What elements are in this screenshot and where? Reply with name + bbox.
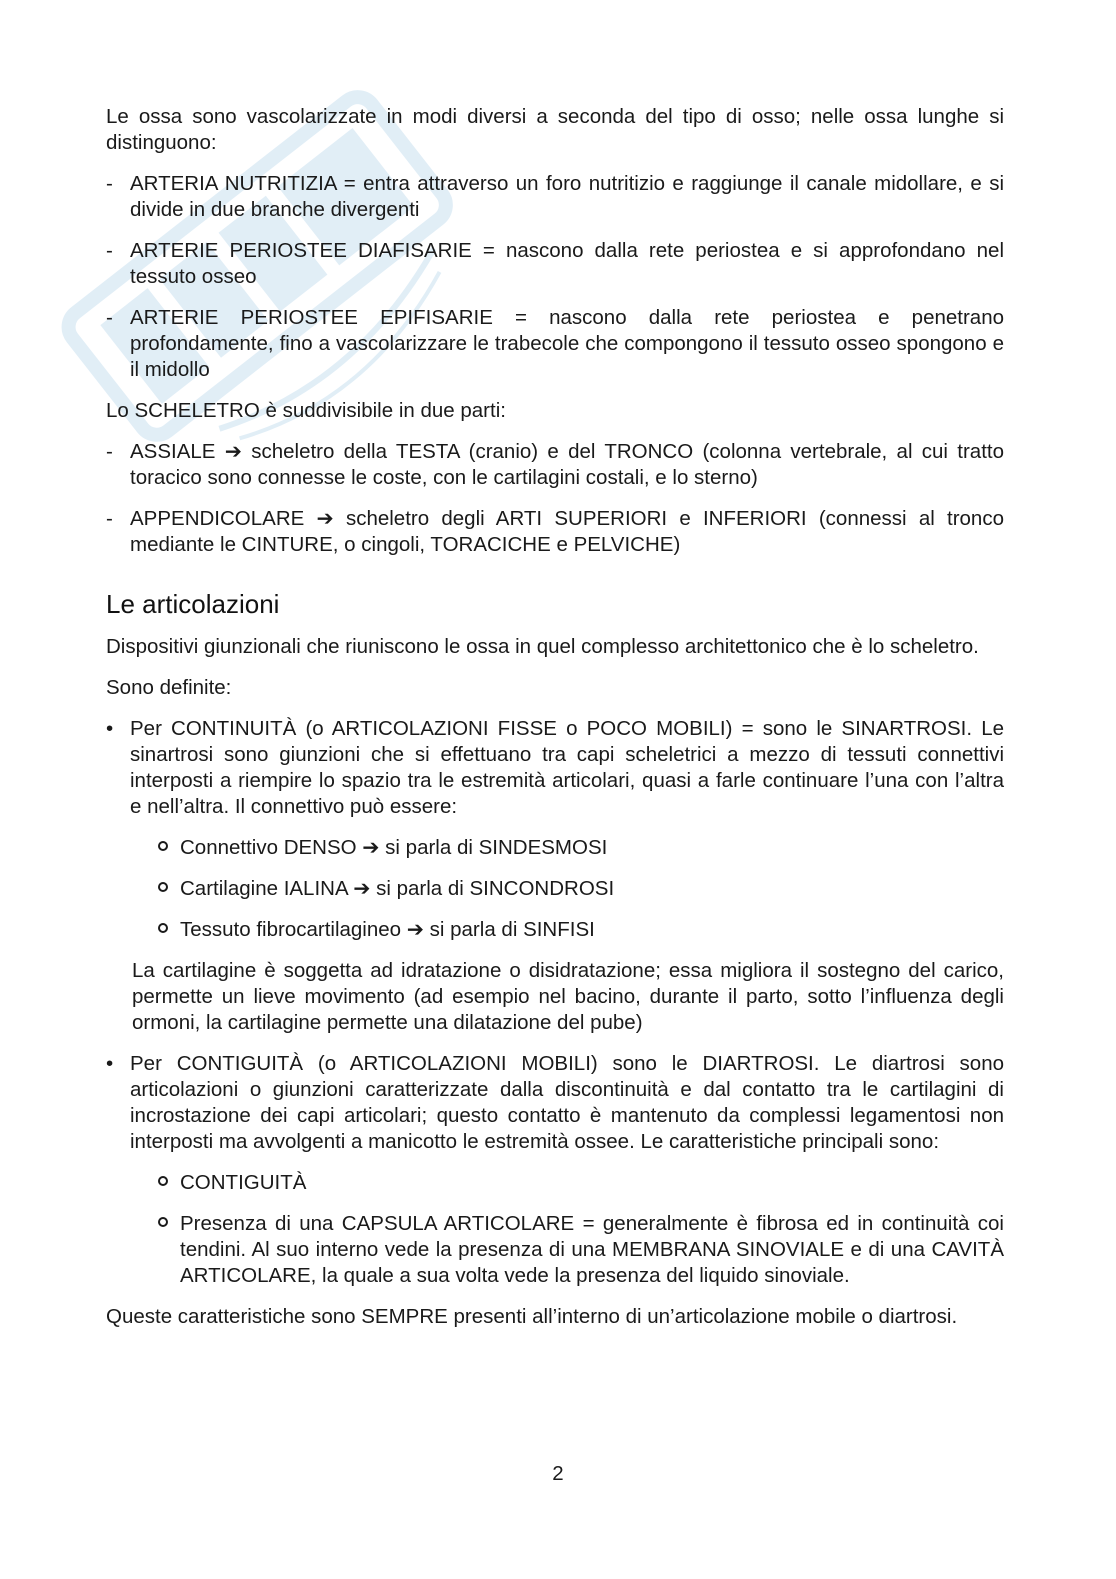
bullet-marker: • bbox=[106, 1052, 114, 1075]
contiguity-item bbox=[106, 1051, 1004, 1155]
dash-marker: - bbox=[106, 507, 113, 530]
artery-item-epifisarie bbox=[106, 305, 1004, 383]
section-title: Le articolazioni bbox=[106, 589, 280, 619]
artery-item-diafisarie bbox=[106, 238, 1004, 290]
artery-text: ARTERIA NUTRITIZIA = entra attraverso un foro nutritizio e raggiunge il canale midollare, e si divide in due branche divergenti bbox=[130, 172, 1004, 221]
skeleton-intro: Lo SCHELETRO è suddivisibile in due parti: bbox=[106, 399, 506, 422]
dash-marker: - bbox=[106, 172, 113, 195]
continuity-item bbox=[106, 716, 1004, 820]
contiguity-subitem bbox=[106, 1211, 1004, 1289]
artery-text: ARTERIE PERIOSTEE EPIFISARIE = nascono dalla rete periostea e penetrano profondamente, fino a vascolarizzare le trabecole che compongono il tessuto osseo spongono e il midollo bbox=[130, 306, 1004, 381]
defined-label: Sono definite: bbox=[106, 676, 232, 699]
closing-paragraph: Queste caratteristiche sono SEMPRE presenti all’interno di un’articolazione mobile o diartrosi. bbox=[106, 1305, 958, 1328]
dash-marker: - bbox=[106, 239, 113, 262]
artery-item-nutritizia bbox=[106, 171, 1004, 223]
subitem-text: Cartilagine IALINA ➔ si parla di SINCONDROSI bbox=[180, 877, 615, 900]
document-page bbox=[106, 104, 1004, 1345]
intro-paragraph: Le ossa sono vascolarizzate in modi diversi a seconda del tipo di osso; nelle ossa lunghe si distinguono: bbox=[106, 105, 1004, 154]
circle-bullet-icon bbox=[158, 882, 168, 892]
subitem-text: Presenza di una CAPSULA ARTICOLARE = generalmente è fibrosa ed in continuità coi tendini. Al suo interno vede la presenza di una MEMBRANA SINOVIALE e di una CAVITÀ ARTICOLARE, la quale a sua volta vede la presenza del liquido sinoviale. bbox=[180, 1212, 1004, 1287]
skeleton-text: APPENDICOLARE ➔ scheletro degli ARTI SUPERIORI e INFERIORI (connessi al tronco mediante le CINTURE, o cingoli, TORACICHE e PELVICHE) bbox=[130, 507, 1004, 556]
page-number: 2 bbox=[552, 1462, 564, 1485]
continuity-text: Per CONTINUITÀ (o ARTICOLAZIONI FISSE o POCO MOBILI) = sono le SINARTROSI. Le sinartrosi sono giunzioni che si effettuano tra capi scheletrici a mezzo di tessuti connettivi interposti a riempire lo spazio tra le estremità articolari, quasi a farle continuare l’una con l’altra e nell’altra. Il connettivo può essere: bbox=[130, 717, 1004, 818]
circle-bullet-icon bbox=[158, 841, 168, 851]
bullet-marker: • bbox=[106, 717, 114, 740]
skeleton-item-appendicolare bbox=[106, 506, 1004, 558]
continuity-subitem bbox=[106, 876, 1004, 902]
cartilage-note: La cartilagine è soggetta ad idratazione o disidratazione; essa migliora il sostegno del carico, permette un lieve movimento (ad esempio nel bacino, durante il parto, sotto l’influenza degli ormoni, la cartilagine permette una dilatazione del pube) bbox=[132, 959, 1004, 1034]
continuity-subitem bbox=[106, 917, 1004, 943]
dash-marker: - bbox=[106, 440, 113, 463]
subitem-text: Connettivo DENSO ➔ si parla di SINDESMOSI bbox=[180, 836, 608, 859]
definition-paragraph: Dispositivi giunzionali che riuniscono le ossa in quel complesso architettonico che è lo scheletro. bbox=[106, 635, 979, 658]
circle-bullet-icon bbox=[158, 1217, 168, 1227]
artery-text: ARTERIE PERIOSTEE DIAFISARIE = nascono dalla rete periostea e si approfondano nel tessuto osseo bbox=[130, 239, 1004, 288]
subitem-text: CONTIGUITÀ bbox=[180, 1171, 307, 1194]
continuity-subitem bbox=[106, 835, 1004, 861]
dash-marker: - bbox=[106, 306, 113, 329]
skeleton-text: ASSIALE ➔ scheletro della TESTA (cranio) e del TRONCO (colonna vertebrale, al cui tratto toracico sono connesse le coste, con le cartilagini costali, e lo sterno) bbox=[130, 440, 1004, 489]
subitem-text: Tessuto fibrocartilagineo ➔ si parla di SINFISI bbox=[180, 918, 595, 941]
circle-bullet-icon bbox=[158, 923, 168, 933]
contiguity-subitem bbox=[106, 1170, 1004, 1196]
contiguity-text: Per CONTIGUITÀ (o ARTICOLAZIONI MOBILI) sono le DIARTROSI. Le diartrosi sono articolazioni o giunzioni caratterizzate dalla discontinuità e dal contatto tra le cartilagini di incrostazione dei capi articolari; questo contatto è mantenuto da complessi legamentosi non interposti ma avvolgenti a manicotto le estremità ossee. Le caratteristiche principali sono: bbox=[130, 1052, 1004, 1153]
skeleton-item-assiale bbox=[106, 439, 1004, 491]
circle-bullet-icon bbox=[158, 1176, 168, 1186]
